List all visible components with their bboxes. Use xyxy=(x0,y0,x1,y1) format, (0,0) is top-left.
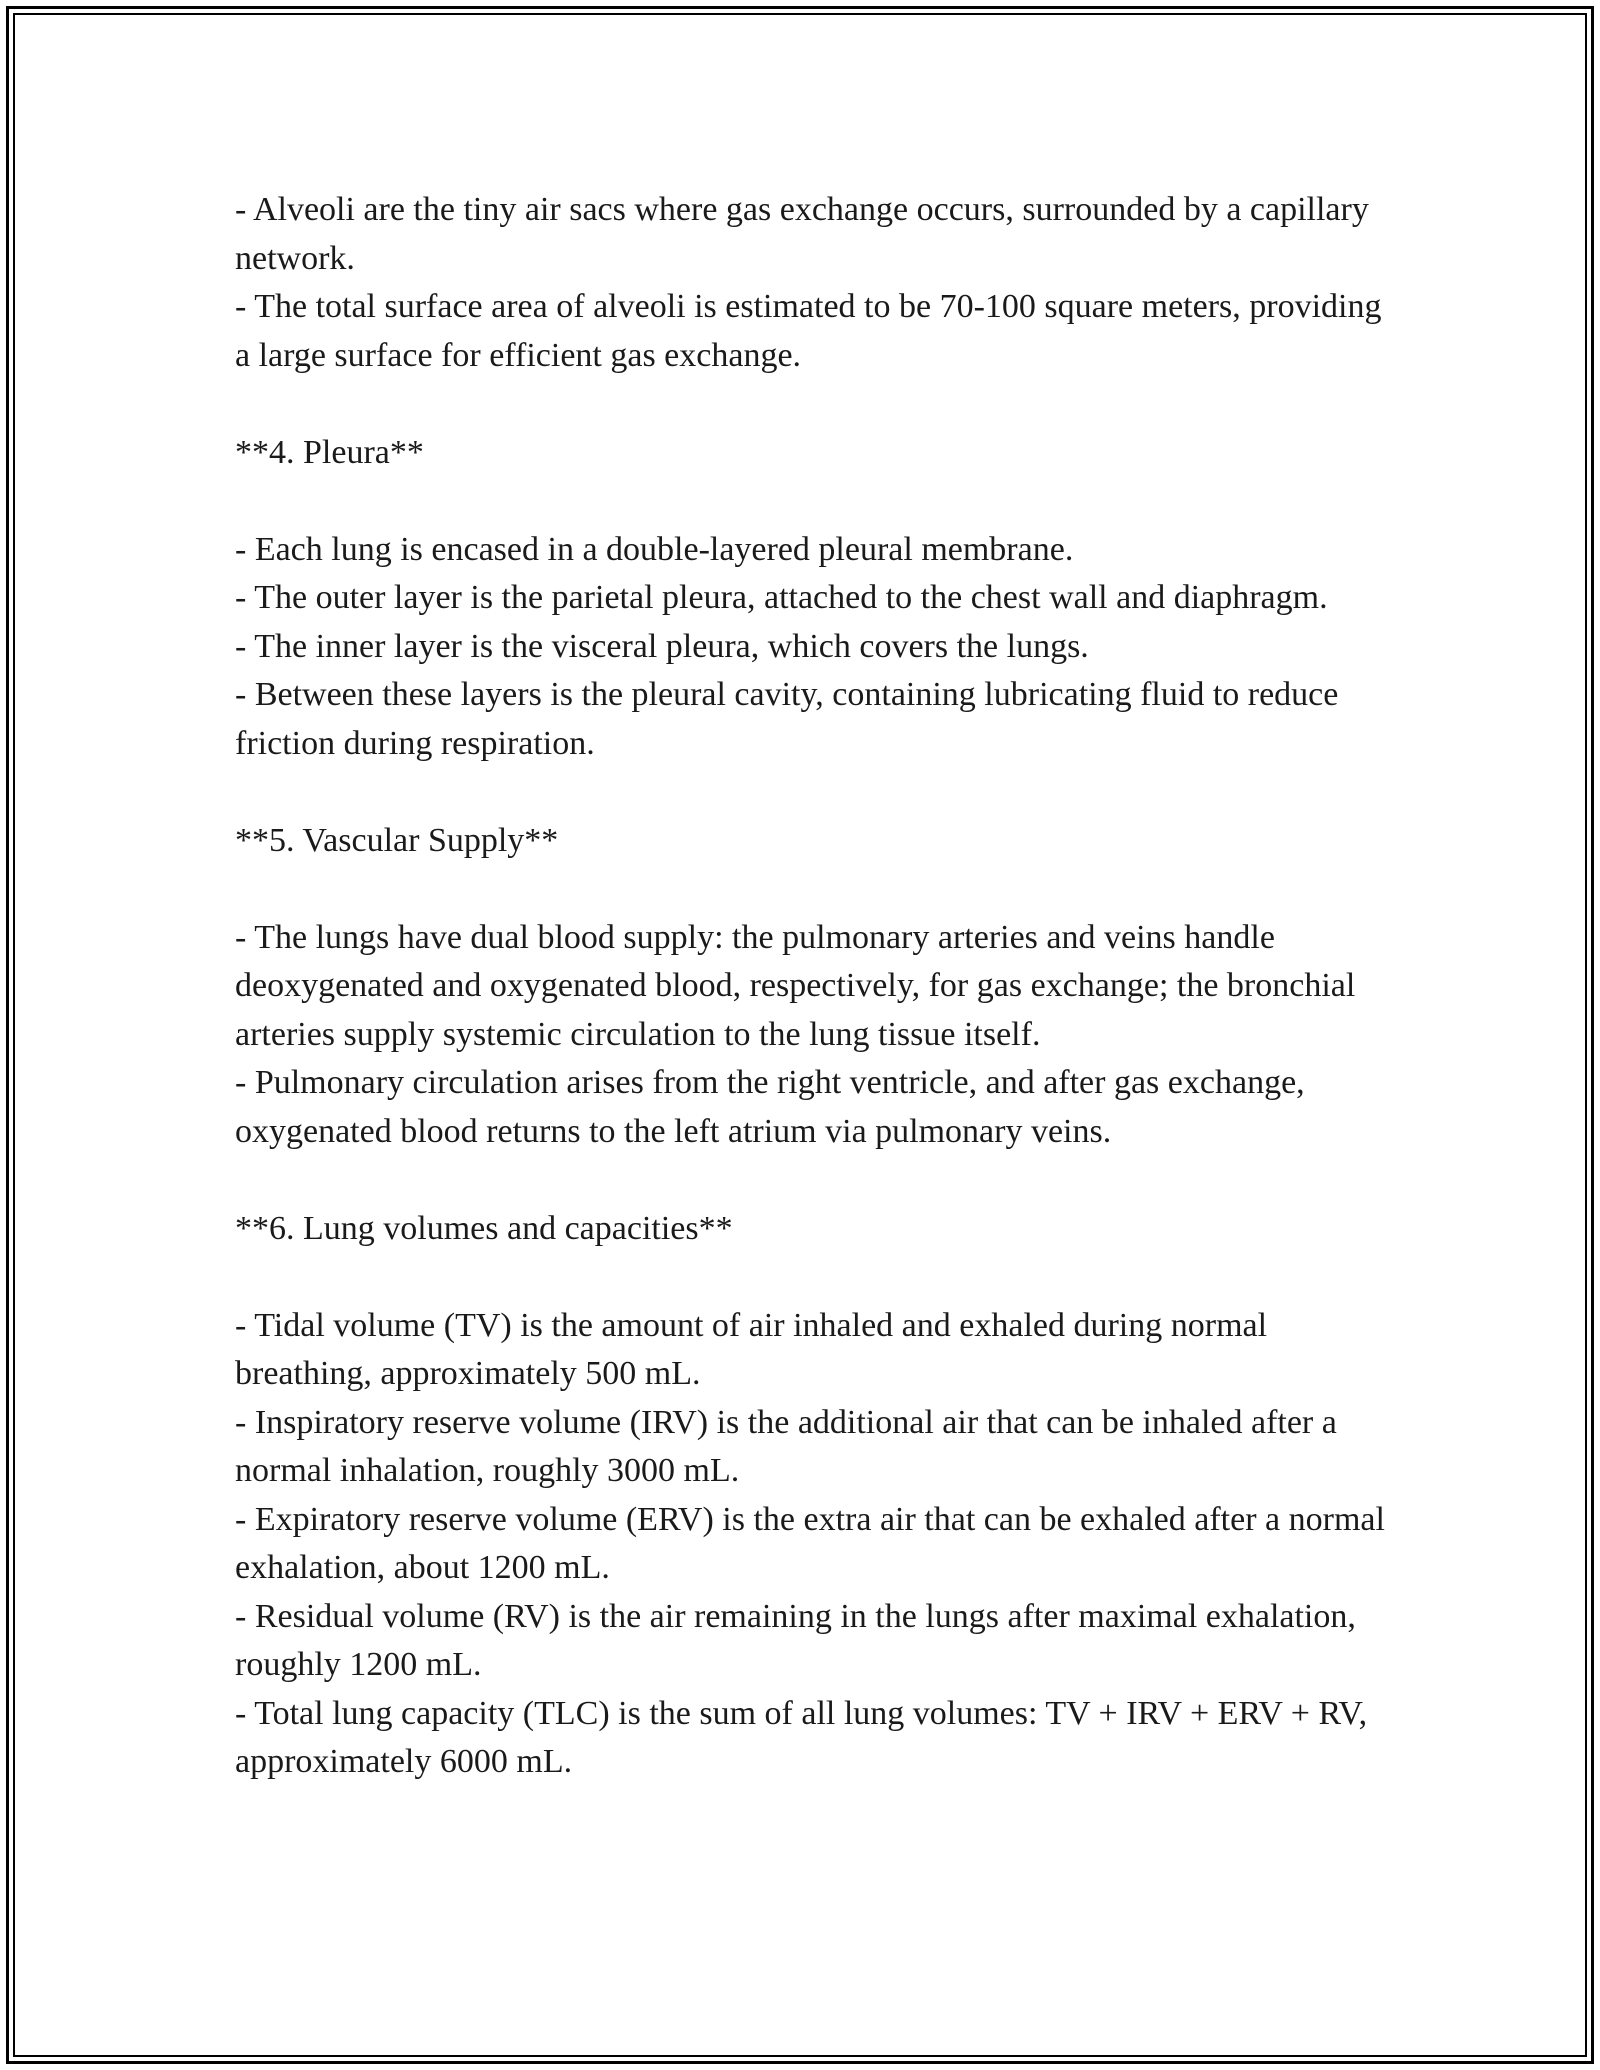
section-heading-pleura: **4. Pleura** xyxy=(235,433,424,471)
pleura-item-1: - Each lung is encased in a double-layered pleural membrane. xyxy=(235,530,1074,568)
section-heading-vascular-supply: **5. Vascular Supply** xyxy=(235,821,559,859)
volumes-item-irv: - Inspiratory reserve volume (IRV) is the additional air that can be inhaled after a normal inhalation, roughly 3000 mL. xyxy=(235,1403,1337,1489)
vascular-item-1: - The lungs have dual blood supply: the pulmonary arteries and veins handle deoxygenated and oxygenated blood, respectively, for gas exchange; the bronchial arteries supply systemic circulation to the lung tissue itself. xyxy=(235,918,1356,1053)
vascular-item-2: - Pulmonary circulation arises from the right ventricle, and after gas exchange, oxygenated blood returns to the left atrium via pulmonary veins. xyxy=(235,1064,1305,1150)
alveoli-item-2: - The total surface area of alveoli is estimated to be 70-100 square meters, providing a large surface for efficient gas exchange. xyxy=(235,288,1382,374)
volumes-item-tlc: - Total lung capacity (TLC) is the sum of all lung volumes: TV + IRV + ERV + RV, approximately 6000 mL. xyxy=(235,1694,1368,1780)
pleura-item-4: - Between these layers is the pleural cavity, containing lubricating fluid to reduce friction during respiration. xyxy=(235,676,1339,762)
volumes-item-tidal: - Tidal volume (TV) is the amount of air inhaled and exhaled during normal breathing, approximately 500 mL. xyxy=(235,1306,1268,1392)
pleura-item-3: - The inner layer is the visceral pleura, which covers the lungs. xyxy=(235,627,1089,665)
volumes-item-rv: - Residual volume (RV) is the air remaining in the lungs after maximal exhalation, roughly 1200 mL. xyxy=(235,1597,1356,1683)
pleura-item-2: - The outer layer is the parietal pleura, attached to the chest wall and diaphragm. xyxy=(235,579,1328,616)
volumes-item-erv: - Expiratory reserve volume (ERV) is the extra air that can be exhaled after a normal exhalation, about 1200 mL. xyxy=(235,1500,1385,1586)
section-heading-lung-volumes: **6. Lung volumes and capacities** xyxy=(235,1209,733,1247)
document-body xyxy=(235,186,1385,1787)
alveoli-item-1: - Alveoli are the tiny air sacs where gas exchange occurs, surrounded by a capillary network. xyxy=(235,191,1369,277)
